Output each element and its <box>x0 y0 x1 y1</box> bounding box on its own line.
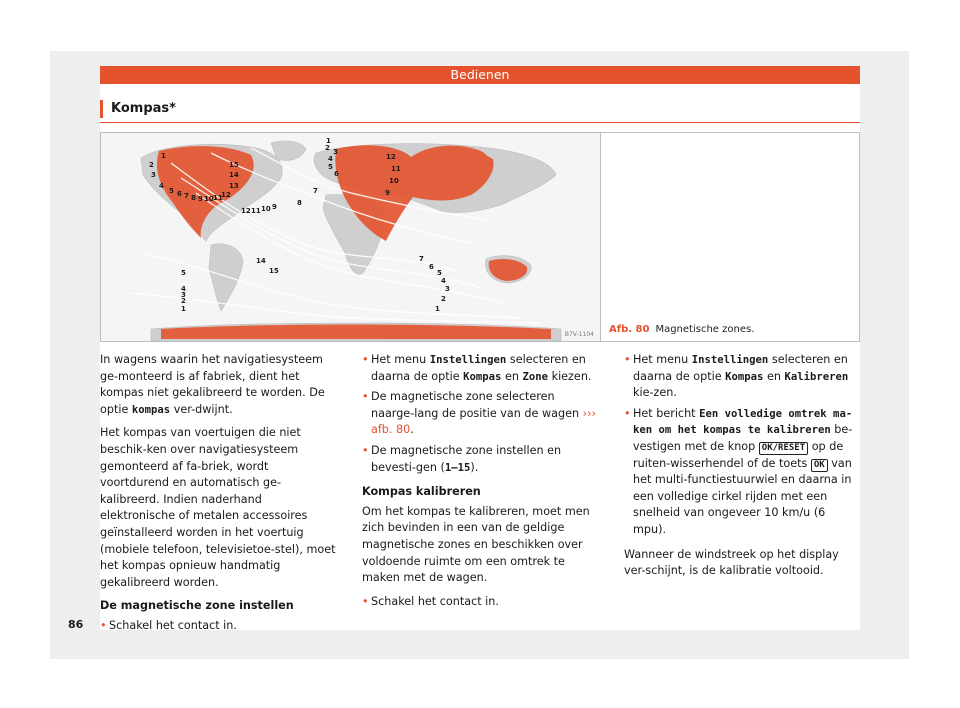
paragraph: In wagens waarin het navigatiesysteem ge-monteerd is af fabriek, dient het kompas niet gekalibreerd te worden. De optie kompas ver-dwijnt. <box>100 353 325 416</box>
zone-label-1: 1 <box>161 152 166 160</box>
subheading-calibrate: Kompas kalibreren <box>362 485 481 499</box>
ok-key-icon: OK <box>811 459 828 472</box>
zone-label-4c: 4 <box>181 285 186 293</box>
bullet-item: • Het menu Instellingen selecteren en daarna de optie Kompas en Zone kiezen. <box>362 352 598 385</box>
south-america <box>209 244 243 311</box>
zone-label-5c: 5 <box>181 269 186 277</box>
bullet-item: • Schakel het contact in. <box>100 618 336 635</box>
zone-label-9c: 9 <box>385 189 390 197</box>
zone-label-13: 13 <box>229 182 239 190</box>
bullet-item: • De magnetische zone selecteren naarge-lang de positie van de wagen ››› afb. 80. <box>362 389 598 439</box>
zone-label-11: 11 <box>213 194 223 202</box>
zone-label-12b: 12 <box>241 207 251 215</box>
figure-caption <box>609 324 754 335</box>
zone-label-10b: 10 <box>261 205 271 213</box>
zone-label-15: 15 <box>229 161 239 169</box>
zone-label-9b: 9 <box>272 203 277 211</box>
zone-label-3c: 3 <box>181 291 186 299</box>
zone-label-2d: 2 <box>441 295 446 303</box>
zone-label-3: 3 <box>151 171 156 179</box>
paragraph: Het kompas van voertuigen die niet beschik-ken over navigatiesysteem gemonteerd af fa-briek, wordt voortdurend en automatisch ge-kalibreerd. Indien naderhand elektronische of metalen accessoires geïnstalleerd worden in het voertuig (mobiele telefoon, televisietoe-stel), moet het kompas opnieuw handmatig gekalibreerd worden. <box>100 426 336 589</box>
zone-label-3d: 3 <box>445 285 450 293</box>
zone-label-5: 5 <box>169 187 174 195</box>
manual-page <box>100 90 860 630</box>
text-column-1 <box>100 352 336 639</box>
zone-label-14b: 14 <box>256 257 266 265</box>
bullet-item: • Schakel het contact in. <box>362 594 598 611</box>
zone-label-4: 4 <box>159 182 164 190</box>
zone-area-antarctica <box>161 325 551 340</box>
chapter-header: Bedienen <box>100 66 860 84</box>
zone-label-2c: 2 <box>181 297 186 305</box>
paragraph: Om het kompas te kalibreren, moet men zich bevinden in een van de geldige magnetische zones en beschikken over voldoende ruimte om een omtrek te maken met de wagen. <box>362 504 590 585</box>
text-column-3 <box>624 352 860 587</box>
title-rule <box>100 122 860 123</box>
figure-label: Afb. 80 <box>609 324 650 335</box>
zone-label-8: 8 <box>191 194 196 202</box>
zone-label-15b: 15 <box>269 267 279 275</box>
zone-label-1d: 1 <box>435 305 440 313</box>
zone-label-10: 10 <box>204 195 214 203</box>
text-column-2 <box>362 352 598 614</box>
zone-label-11b: 11 <box>251 207 261 215</box>
section-title: Kompas* <box>100 100 176 118</box>
zone-label-1b: 1 <box>326 137 331 145</box>
figure-reference-link[interactable]: ››› afb. 80 <box>371 406 597 437</box>
zone-label-10c: 10 <box>389 177 399 185</box>
zone-label-7: 7 <box>184 192 189 200</box>
bullet-item: • Het menu Instellingen selecteren en daarna de optie Kompas en Kalibreren kie-zen. <box>624 352 860 402</box>
paragraph: Wanneer de windstreek op het display ver-schijnt, is de kalibratie voltooid. <box>624 547 839 578</box>
bullet-item: • Het bericht Een volledige omtrek ma-ken om het kompas te kalibreren be-vestigen met de knop OK/RESET op de ruiten-wisserhendel of de toets OK van het multi-functiestuurwiel en daarna in een volledige cirkel rijden met een snelheid van ongeveer 10 km/u (6 mpu). <box>624 406 860 539</box>
subheading-zone: De magnetische zone instellen <box>100 599 294 613</box>
zone-label-1c: 1 <box>181 305 186 313</box>
figure-caption-text: Magnetische zones. <box>655 324 755 335</box>
option-kompas: kompas <box>131 403 171 416</box>
world-map <box>101 133 601 341</box>
bullet-item: • De magnetische zone instellen en bevesti-gen (1–15). <box>362 443 598 476</box>
zone-label-9: 9 <box>198 195 203 203</box>
ok-reset-key-icon: OK/RESET <box>759 442 808 455</box>
zone-label-8b: 8 <box>297 199 302 207</box>
zone-label-4d: 4 <box>441 277 446 285</box>
zone-label-6b: 6 <box>334 170 339 178</box>
magnetic-zone-map <box>101 133 600 341</box>
zone-label-5b: 5 <box>328 163 333 171</box>
zone-label-14: 14 <box>229 171 239 179</box>
zone-label-6: 6 <box>177 190 182 198</box>
zone-label-7b: 7 <box>313 187 318 195</box>
zone-label-12c: 12 <box>386 153 396 161</box>
zone-label-3b: 3 <box>333 148 338 156</box>
page-number: 86 <box>68 618 84 631</box>
zone-label-11c: 11 <box>391 165 401 173</box>
figure-magnetic-zones <box>100 132 860 342</box>
zone-label-2: 2 <box>149 161 154 169</box>
zone-label-7c: 7 <box>419 255 424 263</box>
zone-label-6c: 6 <box>429 263 434 271</box>
figure-code: B7V-1104 <box>564 331 594 338</box>
zone-label-12: 12 <box>221 191 231 199</box>
greenland <box>271 141 306 161</box>
zone-label-5d: 5 <box>437 269 442 277</box>
zone-label-4b: 4 <box>328 155 333 163</box>
zone-label-2b: 2 <box>325 144 330 152</box>
